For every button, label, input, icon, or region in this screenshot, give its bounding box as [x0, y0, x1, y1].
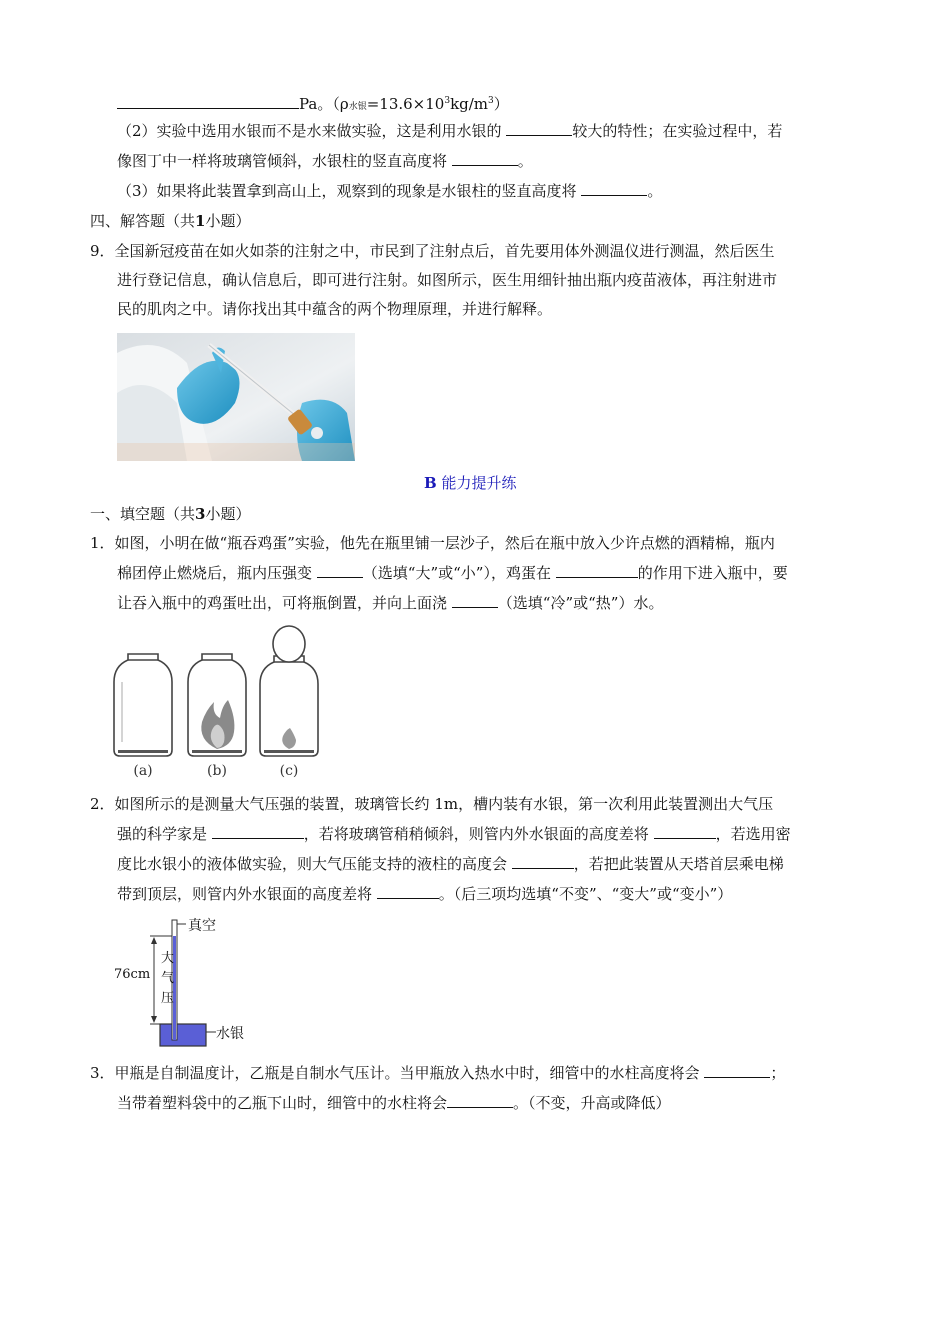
top-q2-line-1: （2）实验中选用水银而不是水来做实验，这是利用水银的 较大的特性；在实验过程中，若 [117, 122, 783, 140]
answer-blank[interactable] [117, 94, 299, 109]
q1-line-1: 1．如图，小明在做“瓶吞鸡蛋”实验，他先在瓶里铺一层沙子，然后在瓶中放入少许点燃的酒精棉，瓶内 [90, 534, 775, 552]
vaccine-photo [117, 333, 355, 461]
section-4-title: 四、解答题（共1小题） [90, 212, 251, 230]
q1-line-2: 棉团停止燃烧后，瓶内压强变 （选填“大”或“小”），鸡蛋在 的作用下进入瓶中，要 [117, 564, 788, 582]
air-char-3: 压 [161, 991, 175, 1006]
mercury-label: 水银 [216, 1026, 244, 1042]
answer-blank[interactable] [506, 121, 572, 136]
answer-blank[interactable] [512, 854, 574, 869]
part-b-heading: B 能力提升练 [424, 474, 517, 492]
top-line-1: Pa。（ρ水银$=13.6\times 10^3kg/m^3$） [117, 90, 509, 118]
answer-blank[interactable] [212, 824, 304, 839]
height-label: 76cm [114, 967, 151, 982]
top-q2-line-2: 像图丁中一样将玻璃管倾斜，水银柱的竖直高度将 。 [117, 152, 533, 170]
q9-line-1: 9．全国新冠疫苗在如火如荼的注射之中，市民到了注射点后，首先要用体外测温仪进行测温，然后医生 [90, 242, 775, 260]
bottle-egg-figure [110, 622, 330, 782]
answer-blank[interactable] [654, 824, 716, 839]
q9-line-2: 进行登记信息，确认信息后，即可进行注射。如图所示，医生用细针抽出瓶内疫苗液体，再注射进市 [117, 271, 778, 289]
q2-line-3: 度比水银小的液体做实验，则大气压能支持的液柱的高度会 ，若把此装置从天塔首层乘电梯 [117, 855, 784, 873]
answer-blank[interactable] [556, 563, 638, 578]
barometer-figure [112, 914, 252, 1052]
bottle-label-c: (c) [279, 763, 299, 779]
q3-line-2: 当带着塑料袋中的乙瓶下山时，细管中的水柱将会 。（不变，升高或降低） [117, 1094, 671, 1112]
section-1-title: 一、填空题（共3小题） [90, 505, 251, 523]
answer-blank[interactable] [452, 593, 498, 608]
answer-blank[interactable] [377, 884, 439, 899]
q3-line-1: 3．甲瓶是自制温度计，乙瓶是自制水气压计。当甲瓶放入热水中时，细管中的水柱高度将会 ； [90, 1064, 786, 1082]
q2-line-2: 强的科学家是 ，若将玻璃管稍稍倾斜，则管内外水银面的高度差将 ，若选用密 [117, 825, 791, 843]
q9-line-3: 民的肌肉之中。请你找出其中蕴含的两个物理原理，并进行解释。 [117, 300, 553, 318]
q1-line-3: 让吞入瓶中的鸡蛋吐出，可将瓶倒置，并向上面浇 （选填“冷”或“热”）水。 [117, 594, 664, 612]
vacuum-label: 真空 [188, 918, 216, 934]
bottle-label-b: (b) [207, 763, 227, 779]
answer-blank[interactable] [704, 1063, 770, 1078]
air-char-1: 大 [161, 951, 175, 966]
answer-blank[interactable] [452, 151, 518, 166]
answer-blank[interactable] [447, 1093, 513, 1108]
answer-blank[interactable] [317, 563, 363, 578]
air-char-2: 气 [161, 971, 175, 986]
q2-line-4: 带到顶层，则管内外水银面的高度差将 。（后三项均选填“不变”、“变大”或“变小”） [117, 885, 733, 903]
top-q3: （3）如果将此装置拿到高山上，观察到的现象是水银柱的竖直高度将 。 [117, 182, 663, 200]
q2-line-1: 2．如图所示的是测量大气压强的装置，玻璃管长约 1m，槽内装有水银，第一次利用此装置测出大气压 [90, 795, 774, 813]
answer-blank[interactable] [581, 181, 647, 196]
bottle-label-a: (a) [133, 763, 153, 779]
